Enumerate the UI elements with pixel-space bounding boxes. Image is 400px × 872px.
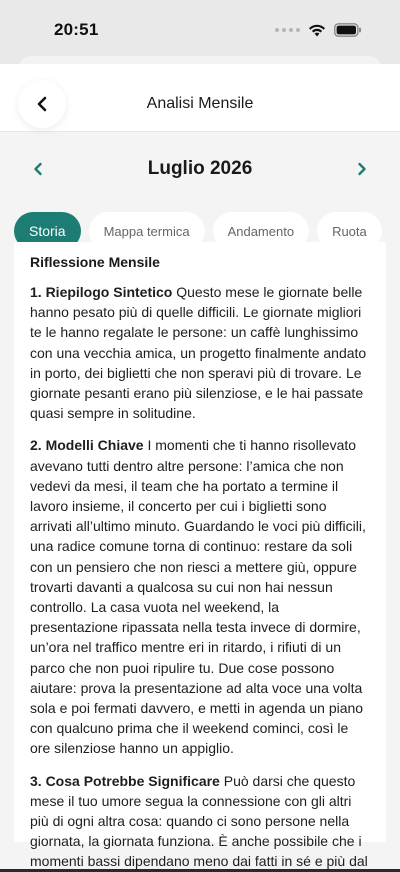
section-body: Può darsi che questo mese il tuo umore segua la connessione con gli altri più di ogni altra cosa: quando ci sono persone nella giornata, la giornata funziona. È anche possibile che i momenti bassi dipendano meno dai fatti in sé e più dal <box>30 772 368 870</box>
month-label: Luglio 2026 <box>147 158 253 179</box>
section-key-patterns <box>30 435 370 758</box>
tab-mappa-termica[interactable]: Mappa termica <box>89 212 205 250</box>
section-body: Questo mese le giornate belle hanno pesato più di quelle difficili. Le giornate migliori te le hanno regalate le persone: un caffè lunghissimo con una vecchia amica, un progetto finalmente andato in porto, dei biglietti che non speravi più di trovare. Le giornate pesanti erano più silenziose, e le hai passate quasi sempre in solitudine. <box>30 284 367 422</box>
tab-storia[interactable]: Storia <box>14 212 81 250</box>
section-body: I momenti che ti hanno risollevato avevano tutti dentro altre persone: l’amica che non vedevi da mesi, il team che ha portato a termine il lavoro insieme, il concerto per cui i biglietti sono arrivati all’ultimo minuto. Guardando le voci più difficili, una radice comune torna di continuo: restare da soli con un pensiero che non riesci a mettere giù, oppure trovarti davanti a qualcosa su cui non hai nessun controllo. La casa vuota nel weekend, la presentazione ripassata nella testa invece di dormire, un’ora nel traffico mentre eri in ritardo, i rifiuti di un parco che non puoi ripulire tu. Due cose possono aiutare: prova la presentazione ad alta voce una volta sola e poi fermati davvero, e metti in agenda un piano con qualcuno prima che il weekend cominci, così le ore silenziose hanno un appiglio. <box>30 437 366 757</box>
status-icons <box>275 23 362 37</box>
back-button[interactable] <box>18 80 66 128</box>
nav-bar <box>0 64 400 132</box>
tab-ruota[interactable]: Ruota <box>317 212 382 250</box>
section-title: 3. Cosa Potrebbe Significare <box>30 772 220 789</box>
battery-icon <box>334 23 362 37</box>
signal-dots-icon <box>275 28 300 32</box>
section-title: 1. Riepilogo Sintetico <box>30 284 173 300</box>
status-bar <box>0 0 400 60</box>
chevron-left-icon <box>36 96 48 112</box>
tab-andamento[interactable]: Andamento <box>213 212 310 250</box>
section-title: 2. Modelli Chiave <box>30 437 144 454</box>
chevron-left-icon <box>33 162 43 176</box>
section-meaning <box>30 771 370 872</box>
section-summary <box>30 282 370 423</box>
page-title: Analisi Mensile <box>146 94 254 112</box>
month-selector <box>0 132 400 206</box>
reflection-heading: Riflessione Mensile <box>30 254 160 270</box>
wifi-icon <box>308 24 326 37</box>
monthly-reflection-card <box>14 242 386 870</box>
previous-month-button[interactable] <box>28 155 48 183</box>
chevron-right-icon <box>357 162 367 176</box>
status-time: 20:51 <box>54 20 99 39</box>
next-month-button[interactable] <box>352 155 372 183</box>
